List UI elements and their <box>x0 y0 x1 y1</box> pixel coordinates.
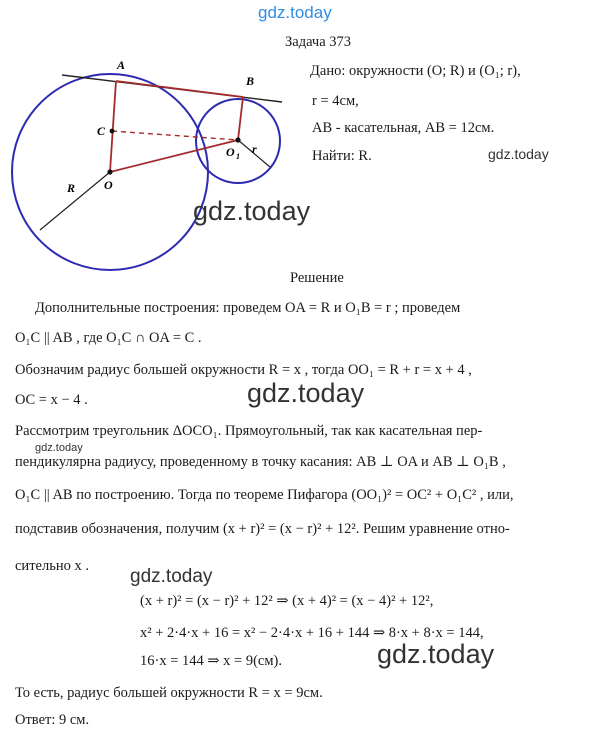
label-r: r <box>252 142 257 156</box>
watermark-large-figure: gdz.today <box>193 196 311 226</box>
radius-OA <box>110 81 116 172</box>
point-O1 <box>235 137 240 142</box>
radius-O1B <box>238 97 243 140</box>
equation-line-2: x² + 2·4·x + 16 = x² − 2·4·x + 16 + 144 ⇒ 8·x + 8·x = 144, <box>140 625 484 641</box>
p2-line-1: Обозначим радиус большей окружности R = x , тогда OO₁ = R + r = x + 4 , <box>15 362 472 378</box>
watermark-small-left: gdz.today <box>35 442 83 454</box>
p1-line-2: O₁C || AB , где O₁C ∩ OA = C . <box>15 330 202 346</box>
p3-line-2: пендикулярна радиусу, проведенному в точку касания: AB ⊥ OA и AB ⊥ O₁B , <box>15 454 506 470</box>
p3-line-4: подставив обозначения, получим (x + r)² = (x − r)² + 12². Решим уравнение отно- <box>15 521 510 537</box>
label-B: B <box>246 74 255 88</box>
p3-line-1: Рассмотрим треугольник ΔOCO₁. Прямоугольный, так как касательная пер- <box>15 423 483 439</box>
problem-title: Задача 373 <box>285 34 352 50</box>
segment-O1C <box>112 131 238 140</box>
given-line-1: Дано: окружности (O; R) и (O₁; r), <box>310 63 521 79</box>
label-O1: O <box>226 145 235 159</box>
conclusion-line: То есть, радиус большей окружности R = x = 9см. <box>15 685 323 701</box>
solution-heading: Решение <box>290 270 344 286</box>
p3-line-3: O₁C || AB по построению. Тогда по теореме Пифагора (OO₁)² = OC² + O₁C² , или, <box>15 487 514 503</box>
watermark-given: gdz.today <box>488 146 549 162</box>
p3-line-5: сительно x . <box>15 558 89 574</box>
segment-AB <box>116 81 243 97</box>
watermark-large-middle: gdz.today <box>247 378 365 408</box>
watermark-medium-left: gdz.today <box>130 566 213 587</box>
watermark-top: gdz.today <box>258 3 332 22</box>
segment-OO1 <box>110 140 238 172</box>
geometry-figure <box>0 52 300 272</box>
point-O <box>107 169 112 174</box>
p1-line-1: Дополнительные построения: проведем OA = R и O₁B = r ; проведем <box>35 300 461 316</box>
given-line-3: AB - касательная, AB = 12см. <box>312 120 495 136</box>
label-O: O <box>104 178 113 192</box>
label-O1-subscript: 1 <box>236 152 240 161</box>
find-line: Найти: R. <box>312 148 372 164</box>
watermark-large-bottom: gdz.today <box>377 639 495 669</box>
equation-line-3: 16·x = 144 ⇒ x = 9(см). <box>140 653 282 669</box>
answer-line: Ответ: 9 см. <box>15 712 90 728</box>
p2-line-2: OC = x − 4 . <box>15 392 88 408</box>
point-C <box>110 129 115 134</box>
given-line-2: r = 4см, <box>312 93 359 109</box>
label-A: A <box>117 58 126 72</box>
label-C: C <box>97 124 106 138</box>
label-R: R <box>67 181 76 195</box>
equation-line-1: (x + r)² = (x − r)² + 12² ⇒ (x + 4)² = (x − 4)² + 12², <box>140 593 434 609</box>
